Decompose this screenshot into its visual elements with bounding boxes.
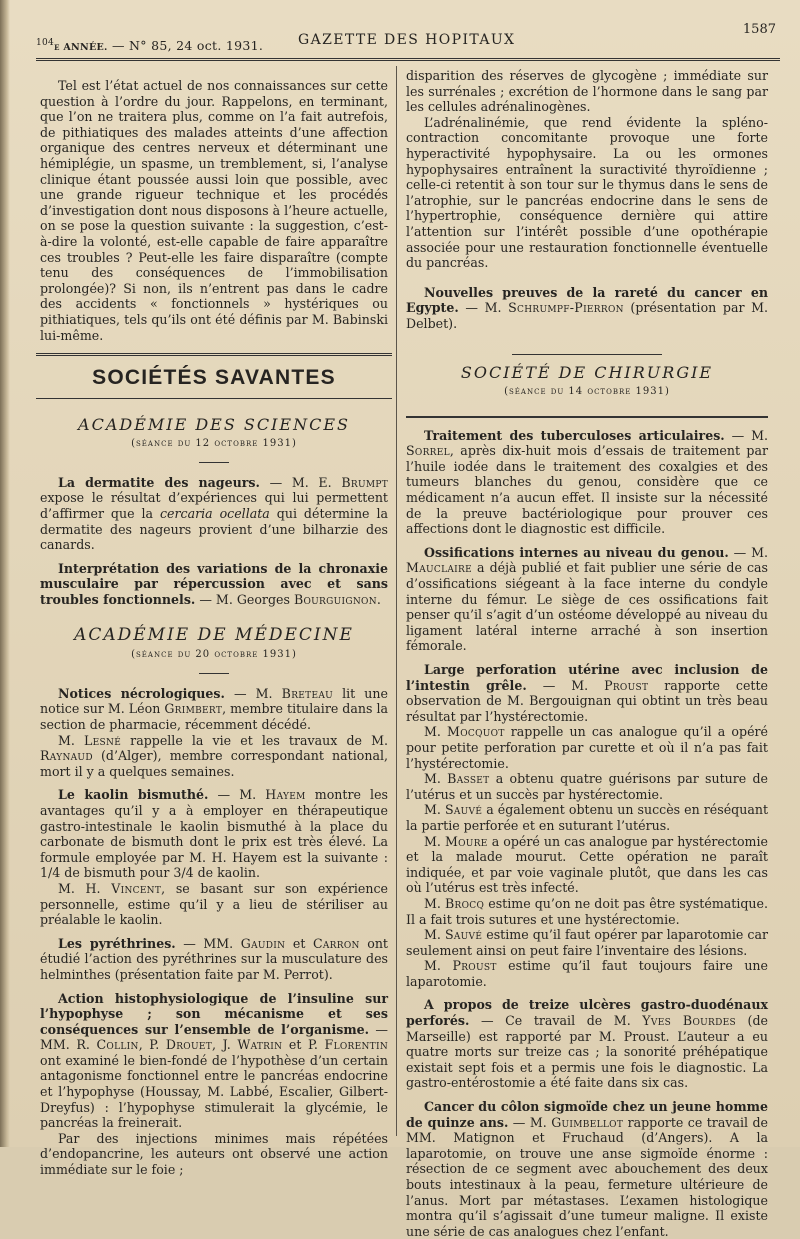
short-rule [199, 673, 229, 674]
report-perforation: Large perforation utérine avec inclusion de l’intestin grêle. — M. Proust rapporte cette observation de M. Bergouignan qui obtint un très beau résultat par l’hystérectomie. [406, 662, 768, 724]
report-notices: Notices nécrologiques. — M. Breteau lit une notice sur M. Léon Grimbert, membre titulaire dans la section de pharmacie, récemment décédé. [40, 685, 388, 732]
issue-info [36, 38, 263, 53]
societe-chirurgie-seance: (séance du 14 octobre 1931) [504, 386, 670, 398]
section-separator [512, 354, 662, 355]
report-proust: M. Proust estime qu’il faut toujours faire une laparotomie. [406, 958, 768, 989]
page-number: 1587 [742, 22, 776, 37]
report-vincent: M. H. Vincent, se basant sur son expérience personnelle, estime qu’il y a lieu de stériliser au préalable le kaolin. [40, 880, 389, 928]
insuline-continued: disparition des réserves de glycogène ; immédiate sur les surrénales ; excrétion de l’hormone dans le sang par les cellules adrénalinogènes. [406, 68, 768, 115]
academie-sciences-title: ACADÉMIE DES SCIENCES [78, 414, 350, 434]
section-rule-top [36, 353, 392, 356]
report-sauve: M. Sauvé a également obtenu un succès en réséquant la partie perforée et en suturant l’utérus. [406, 802, 769, 833]
report-ossifications: Ossifications internes au niveau du genou. — M. Mauclaire a déjà publié et fait publier une série de cas d’ossifications siégeant à la face interne du condyle interne du fémur. Le siège de ces ossifications fait penser qu’il s’agit d’un ostéome développé au niveau du ligament latéral interne arraché à son insertion fémorale. [406, 544, 768, 654]
report-pyrethrines: Les pyréthrines. — MM. Gaudin et Carron ont étudié l’action des pyréthrines sur la musculature des helminthes (présentation faite par M. Perrot). [40, 935, 388, 982]
section-heading: SOCIÉTÉS SAVANTES [92, 366, 336, 390]
report-ulceres: A propos de treize ulcères gastro-duodénaux perforés. — Ce travail de M. Yves Bourdes (de Marseille) est rapporté par M. Proust. L’auteur a eu quatre morts sur treize cas ; la sonorité préhépatique existait sept fois et a permis une fois le diagnostic. La gastro-entérostomie a été faite dans six cas. [406, 997, 768, 1091]
section-rule-bottom [36, 398, 392, 399]
column-divider [396, 66, 397, 1136]
journal-title: GAZETTE DES HOPITAUX [298, 32, 516, 48]
report-basset: M. Basset a obtenu quatre guérisons par suture de l’utérus et un succès par hystérectomie. [406, 771, 768, 802]
report-sauve-2: M. Sauvé estime qu’il faut opérer par laparotomie car seulement ainsi on peut faire l’inventaire des lésions. [406, 927, 768, 958]
report-mocquot: M. Mocquot rappelle un cas analogue qu’il a opéré pour petite perforation par curette et où il n’a pas fait l’hystérectomie. [406, 724, 769, 771]
report-insuline: Action histophysiologique de l’insuline sur l’hypophyse ; son mécanisme et ses conséquences sur l’ensemble de l’organisme. — MM. R. Collin, P. Drouet, J. Watrin et P. Florentin ont examiné le bien-fondé de l’hypothèse d’un certain antagonisme fonctionnel entre le pancréas endocrine et l’hypophyse (Houssay, M. Labbé, Escalier, Gilbert-Dreyfus) : l’hypophyse stimulerait la glycémie, le pancréas la freinerait. [40, 990, 388, 1131]
report-brocq: M. Brocq estime qu’on ne doit pas être systématique. Il a fait trois sutures et une hystérectomie. [406, 895, 768, 927]
issue-label: e ANNÉE. [54, 42, 108, 54]
intro-paragraph: Tel est l’état actuel de nos connaissances sur cette question à l’ordre du jour. Rappelons, en terminant, que l’on ne traitera plus, comme on l’a fait autrefois, de pithiatiques des malades atteints d’une affection organique des centres nerveux et déterminant une hémiplégie, un spasme, un tremblement, si, l’analyse clinique étant poussée aussi loin que possible, avec une grande rigueur technique et les procédés d’investigation dont nous disposons à l’heure actuelle, on se pose la question suivante : la suggestion, c’est-à-dire la volonté, est-elle capable de faire apparaître ces troubles ? Peut-elle les faire disparaître (compte tenu des conséquences de l’immobilisation prolongée)? Si non, ils n’entrent pas dans le cadre des accidents « fonctionnels » hystériques ou pithiatiques, tels qu’ils ont été définis par M. Babinski lui-même. [40, 78, 388, 343]
academie-sciences-seance: (séance du 12 octobre 1931) [131, 438, 297, 450]
report-kaolin: Le kaolin bismuthé. — M. Hayem montre les avantages qu’il y a à employer en thérapeutique gastro-intestinale le kaolin bismuthé à la place du carbonate de bismuth dont le prix est très élevé. La formule employée par M. H. Hayem est la suivante : 1/4 de bismuth pour 3/4 de kaolin. [40, 787, 388, 881]
report-dermatite: La dermatite des nageurs. — M. E. Brumpt expose le résultat d’expériences qui lui permettent d’affirmer que la cercaria ocellata qui détermine la dermatite des nageurs provient d’une bilharzie des canards. [40, 474, 389, 553]
report-insuline-cont: Par des injections minimes mais répétées d’endopancrine, les auteurs ont observé une action immédiate sur le foie ; [40, 1130, 388, 1178]
right-column [406, 66, 769, 1239]
left-column [40, 66, 389, 1178]
report-tuberculoses: Traitement des tuberculoses articulaires. — M. Sorrel, après dix-huit mois d’essais de traitement par l’huile iodée dans le traitement des coxalgies et des tumeurs blanches du genou, considère que ce médicament n’a aucun effet. Il insiste sur la nécessité de la preuve bactériologique pour prouver ces affections dont le diagnostic est difficile. [406, 427, 769, 537]
adrenalinemie-paragraph: L’adrénalinémie, que rend évidente la spléno-contraction concomitante provoque une forte hyperactivité hypophysaire. La ou les ormones hypophysaires entraînent la suractivité thyroïdienne ; celle-ci retentit à son tour sur le thymus dans le sens de l’atrophie, sur le pancréas endocrine dans le sens de l’hypertrophie, conséquence dernière qui attire l’attention sur l’intérêt possible d’une opothérapie associée pour une restauration fonctionnelle éventuelle du pancréas. [406, 114, 768, 271]
header-rule [36, 58, 780, 61]
issue-date: — N° 85, 24 oct. 1931. [107, 38, 264, 54]
report-chronaxie: Interprétation des variations de la chronaxie musculaire par répercussion avec et sans troubles fonctionnels. — M. Georges Bourguignon. [40, 560, 388, 608]
report-moure: M. Moure a opéré un cas analogue par hystérectomie et la malade mourut. Cette opération ne paraît indiquée, et par voie vaginale plutôt, que dans les cas où l’utérus est très infecté. [406, 833, 768, 896]
report-cancer-colon: Cancer du côlon sigmoïde chez un jeune homme de quinze ans. — M. Guimbellot rapporte ce travail de MM. Matignon et Fruchaud (d’Angers). A la laparotomie, on trouve une anse sigmoïde énorme : résection de ce segment avec abouchement des deux bouts intestinaux à la peau, fermeture ultérieure de l’anus. Mort par métastases. L’examen histologique montra qu’il s’agissait d’une tumeur maligne. Il existe une série de cas analogues chez l’enfant. [406, 1099, 768, 1239]
societe-chirurgie-title: SOCIÉTÉ DE CHIRURGIE [460, 362, 714, 382]
academie-medecine-title: ACADÉMIE DE MÉDECINE [74, 624, 354, 645]
academie-medecine-seance: (séance du 20 octobre 1931) [131, 649, 297, 661]
page-header [36, 22, 778, 56]
page-edge-shadow [0, 0, 10, 1147]
short-rule [199, 462, 229, 463]
issue-number: 104 [36, 38, 55, 48]
report-egypte: Nouvelles preuves de la rareté du cancer en Egypte. — M. Schrumpf-Pierron (présentation par M. Delbet). [406, 284, 768, 331]
long-rule [406, 416, 768, 418]
report-lesne: M. Lesné rappelle la vie et les travaux de M. Raynaud (d’Alger), membre correspondant national, mort il y a quelques semaines. [40, 732, 388, 779]
